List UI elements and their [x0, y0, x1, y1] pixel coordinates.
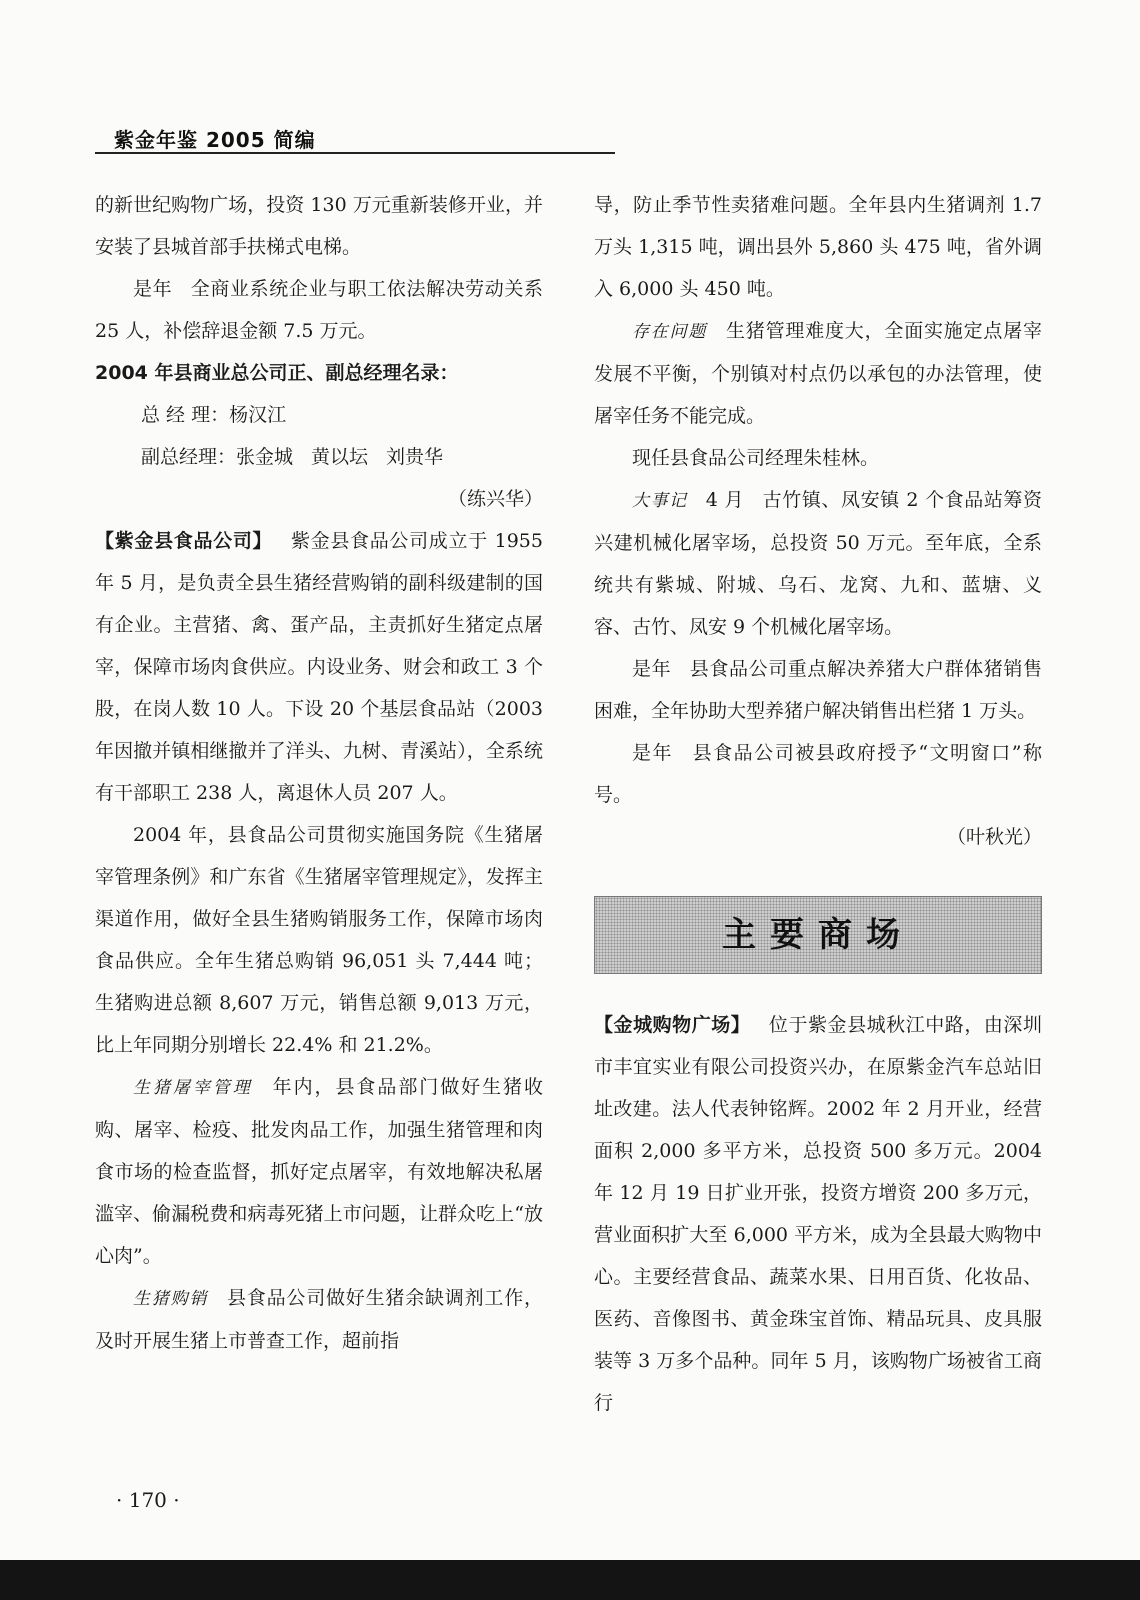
- paragraph-renovation: 的新世纪购物广场，投资 130 万元重新装修开业，并安装了县城首部手扶梯式电梯。: [95, 194, 543, 258]
- page-number: · 170 ·: [116, 1488, 180, 1512]
- paragraph-sales: [95, 1277, 543, 1362]
- general-manager-line: 总 经 理：杨汉江: [141, 404, 287, 426]
- deputy-name: 张金城: [236, 446, 294, 468]
- paragraph-manager: 现任县食品公司经理朱桂林。: [632, 447, 880, 469]
- roster-title: 2004 年县商业总公司正、副总经理名录：: [95, 362, 459, 384]
- deputy-manager-line: [95, 436, 543, 478]
- deputy-label: 副总经理：: [141, 446, 237, 468]
- section-banner: 主要商场: [594, 896, 1042, 974]
- subheading-events: 大事记: [632, 491, 688, 511]
- award-text: 县食品公司被县政府授予“文明窗口”称号。: [594, 742, 1042, 806]
- events-month: 4 月: [705, 489, 745, 511]
- year-lead: 是年: [133, 278, 173, 300]
- running-header-title: 紫金年鉴 2005 简编: [114, 128, 316, 152]
- scan-bottom-edge: [0, 1560, 1140, 1600]
- paragraph-2004: 2004 年，县食品公司贯彻实施国务院《生猪屠宰管理条例》和广东省《生猪屠宰管理规定》，发挥主渠道作用，做好全县生猪购销服务工作，保障市场肉食品供应。全年生猪总购销 96,051 头 7,444 吨；生猪购进总额 8,607 万元，销售总额 9,013 万元，比上年同期分别增长 22.4% 和 21.2%。: [95, 824, 543, 1056]
- section-title-mall: 【金城购物广场】: [594, 1014, 751, 1036]
- section-title-food-company: 【紫金县食品公司】: [95, 530, 273, 552]
- subheading-problems: 存在问题: [632, 322, 708, 342]
- paragraph-food-company: [95, 520, 543, 814]
- subheading-sales: 生猪购销: [133, 1289, 209, 1309]
- mall-text: 位于紫金县城秋江中路，由深圳市丰宜实业有限公司投资兴办，在原紫金汽车总站旧址改建。法人代表钟铭辉。2002 年 2 月开业，经营面积 2,000 多平方米，总投资 500 多万元。2004 年 12 月 19 日扩业开张，投资方增资 200 多万元，营业面积扩大至 6,000 平方米，成为全县最大购物中心。主要经营食品、蔬菜水果、日用百货、化妆品、医药、音像图书、黄金珠宝首饰、精品玩具、皮具服装等 3 万多个品种。同年 5 月，该购物广场被省工商行: [594, 1014, 1042, 1414]
- hog-sales-text: 县食品公司重点解决养猪大户群体猪销售困难，全年协助大型养猪户解决销售出栏猪 1 万头。: [594, 658, 1042, 722]
- sales-text: 县食品公司做好生猪余缺调剂工作，及时开展生猪上市普查工作，超前指: [95, 1287, 543, 1352]
- paragraph-labor-relations: [95, 268, 543, 352]
- author-credit: （练兴华）: [447, 488, 543, 510]
- author-credit: （叶秋光）: [946, 826, 1042, 848]
- paragraph-events: [594, 479, 1042, 648]
- paragraph-year-award: [594, 732, 1042, 816]
- paragraph-slaughter: [95, 1066, 543, 1277]
- year-lead: 是年: [632, 658, 672, 680]
- header-rule: [95, 152, 615, 154]
- left-column: [95, 184, 543, 1362]
- paragraph-year-hog-sales: [594, 648, 1042, 732]
- slaughter-text: 年内，县食品部门做好生猪收购、屠宰、检疫、批发肉品工作，加强生猪管理和肉食市场的检查监督，抓好定点屠宰，有效地解决私屠滥宰、偷漏税费和病毒死猪上市问题，让群众吃上“放心肉”。: [95, 1076, 543, 1267]
- year-lead: 是年: [632, 742, 674, 764]
- food-company-text: 紫金县食品公司成立于 1955 年 5 月，是负责全县生猪经营购销的副科级建制的国有企业。主营猪、禽、蛋产品，主责抓好生猪定点屠宰，保障市场肉食供应。内设业务、财会和政工 3 个股，在岗人数 10 人。下设 20 个基层食品站（2003 年因撤并镇相继撤并了洋头、九树、青溪站），全系统有干部职工 238 人，离退休人员 207 人。: [95, 530, 543, 804]
- labor-relations-text: 全商业系统企业与职工依法解决劳动关系 25 人，补偿辞退金额 7.5 万元。: [95, 278, 543, 342]
- events-text: 古竹镇、凤安镇 2 个食品站筹资兴建机械化屠宰场，总投资 50 万元。至年底，全系统共有紫城、附城、乌石、龙窝、九和、蓝塘、义容、古竹、凤安 9 个机械化屠宰场。: [594, 489, 1042, 638]
- problems-text: 生猪管理难度大，全面实施定点屠宰发展不平衡，个别镇对村点仍以承包的办法管理，使屠宰任务不能完成。: [594, 320, 1042, 427]
- deputy-name: 刘贵华: [386, 446, 444, 468]
- paragraph-transfer: 导，防止季节性卖猪难问题。全年县内生猪调剂 1.7 万头 1,315 吨，调出县外 5,860 头 475 吨，省外调入 6,000 头 450 吨。: [594, 194, 1042, 300]
- paragraph-mall: [594, 1004, 1042, 1424]
- deputy-name: 黄以坛: [311, 446, 369, 468]
- paragraph-problems: [594, 310, 1042, 437]
- right-column: [594, 184, 1042, 1424]
- subheading-slaughter: 生猪屠宰管理: [133, 1078, 253, 1098]
